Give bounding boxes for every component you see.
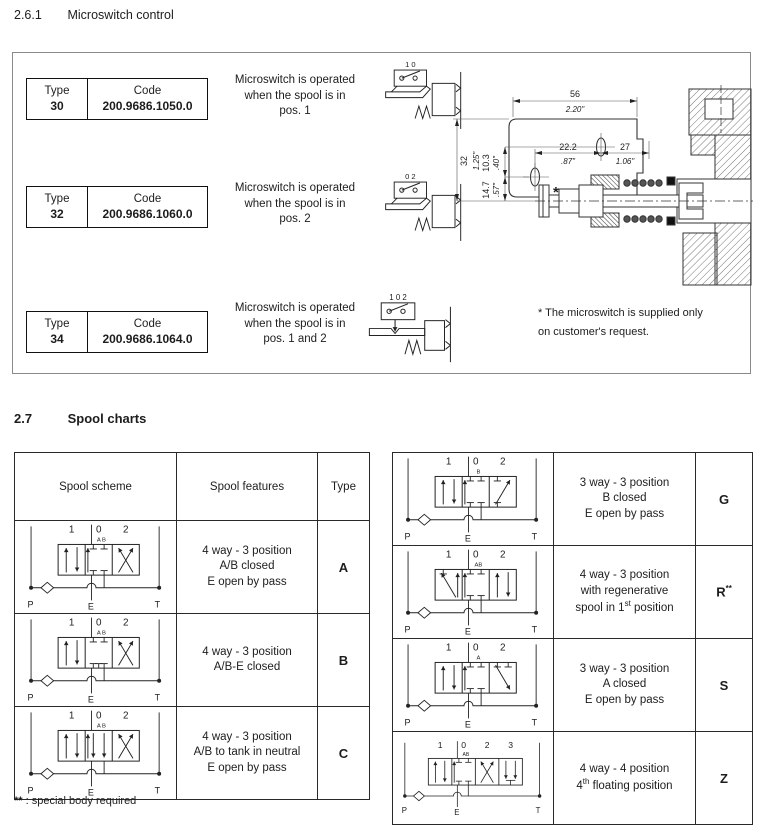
spool-type-Z: Z [696,732,753,825]
type-value: 32 [50,206,64,221]
svg-text:1: 1 [445,642,452,654]
svg-text:A B: A B [96,630,106,637]
svg-text:0 2: 0 2 [405,172,416,182]
svg-text:1: 1 [68,617,74,629]
note-line-1: * The microswitch is supplied only [538,307,703,319]
svg-text:0: 0 [472,456,479,468]
code-label: Code [133,318,162,331]
code-cell [88,312,207,352]
svg-text:T: T [154,599,160,610]
dim-27-mm: 27 [619,142,631,152]
svg-text:T: T [154,785,160,796]
spool-type-G: G [696,453,753,546]
svg-text:2: 2 [500,549,506,561]
dim-222-mm: 22.2 [559,142,577,152]
svg-text:3: 3 [508,740,514,751]
table-row [393,453,753,546]
desc-line: pos. 1 and 2 [263,333,327,346]
spool-type-S: S [696,639,753,732]
spool-type-A: A [318,521,370,614]
table-row [15,521,370,614]
svg-text:E: E [454,807,460,817]
svg-text:A: A [476,655,481,662]
spool-type-C: C [318,707,370,800]
svg-text:B: B [476,469,481,476]
type-label: Type [44,85,70,98]
section-261-number: 2.6.1 [14,8,42,22]
desc-line: Microswitch is operated [234,182,356,194]
dim-27-in: 1.06" [615,157,635,166]
svg-text:0: 0 [95,617,101,629]
svg-text:1: 1 [445,549,452,561]
spool-features-B: 4 way - 3 position A/B-E closed [177,614,318,707]
spool-chart-table-right [392,452,753,825]
svg-text:E: E [464,719,471,730]
svg-text:0: 0 [472,642,479,654]
svg-text:E: E [87,601,94,612]
svg-text:1 0 2: 1 0 2 [389,292,407,302]
svg-text:P: P [26,599,33,610]
code-label: Code [133,193,162,206]
svg-text:2: 2 [122,617,129,629]
spool-type-B: B [318,614,370,707]
microswitch-description-30 [211,73,379,120]
code-value: 200.9686.1064.0 [102,331,193,346]
code-label: Code [133,85,162,98]
svg-text:2: 2 [122,524,129,536]
svg-text:1: 1 [437,740,443,751]
svg-text:0: 0 [472,549,479,561]
code-value: 200.9686.1060.0 [102,206,193,221]
svg-text:T: T [531,531,538,542]
svg-text:P: P [401,806,407,816]
svg-text:E: E [464,626,471,637]
header-type: Type [318,453,370,521]
svg-text:0: 0 [95,524,101,536]
svg-text:AB: AB [462,752,470,759]
svg-text:P: P [26,785,33,796]
type-value: 30 [50,98,64,113]
code-value: 200.9686.1050.0 [102,98,193,113]
spool-features-S: 3 way - 3 position A closed E open by pass [554,639,696,732]
svg-text:1 0: 1 0 [405,60,416,70]
svg-text:P: P [404,717,411,728]
svg-text:AB: AB [474,562,483,569]
section-27-heading [14,411,146,426]
type-label: Type [44,318,70,331]
section-27-number: 2.7 [14,411,33,426]
dim-56-mm: 56 [569,89,581,99]
svg-text:1: 1 [68,710,74,722]
svg-text:0: 0 [461,740,466,751]
svg-text:2: 2 [122,710,129,722]
microswitch-description-32 [211,181,379,228]
spool-scheme-R [397,546,549,638]
svg-text:E: E [87,694,94,705]
table-row [393,546,753,639]
dim-147-mm: 14.7 [481,181,491,199]
svg-text:A B: A B [96,537,106,544]
header-spool-features: Spool features [177,453,318,521]
dim-103-mm: 10.3 [481,154,491,172]
star-marker: * [553,184,559,201]
table-row [15,614,370,707]
spool-scheme-Z [397,732,549,824]
type-code-table-34 [26,311,208,353]
spool-features-Z: 4 way - 4 position 4th floating position [554,732,696,825]
dim-103-in: .40" [492,156,501,170]
spool-scheme-C [20,707,172,799]
table-row [15,707,370,800]
dim-147-in: .57" [492,183,501,197]
type-label: Type [44,193,70,206]
svg-text:A B: A B [96,723,106,730]
dim-56-in: 2.20" [565,105,585,114]
svg-text:2: 2 [500,456,506,468]
svg-text:T: T [531,717,538,728]
svg-text:T: T [154,692,160,703]
desc-line: pos. 2 [279,213,311,226]
section-261-heading [14,8,174,22]
svg-text:P: P [404,531,411,542]
spool-scheme-G [397,453,549,545]
type-code-table-32 [26,186,208,228]
svg-text:2: 2 [500,642,506,654]
svg-text:P: P [404,624,411,635]
dim-32-in: 1.25" [472,151,481,171]
technical-drawing [451,83,756,301]
svg-text:T: T [531,624,538,635]
header-spool-scheme: Spool scheme [15,453,177,521]
spool-chart-table-left [14,452,370,800]
desc-line: when the spool is in [244,89,346,102]
desc-line: when the spool is in [244,317,346,330]
spool-scheme-A [20,521,172,613]
microswitch-panel [12,52,751,374]
table-row [393,732,753,825]
svg-text:1: 1 [445,456,452,468]
svg-text:T: T [535,806,541,816]
spool-features-G: 3 way - 3 position B closed E open by pass [554,453,696,546]
section-27-title: Spool charts [67,411,147,426]
spool-features-R: 4 way - 3 position with regenerative spool in 1st position [554,546,696,639]
desc-line: when the spool is in [244,197,346,210]
type-cell [27,312,88,352]
footnote: ** : special body required [14,795,137,807]
microswitch-note [538,304,703,341]
spool-scheme-S [397,639,549,731]
desc-line: Microswitch is operated [234,74,356,86]
desc-line: pos. 1 [279,105,311,118]
svg-text:P: P [26,692,33,703]
svg-text:0: 0 [95,710,101,722]
spool-type-R: R** [696,546,753,639]
svg-text:1: 1 [68,524,74,536]
code-cell [88,79,207,119]
section-261-title: Microswitch control [67,8,174,22]
type-code-table-30 [26,78,208,120]
table-row [393,639,753,732]
dim-32-mm: 32 [459,155,469,167]
spool-scheme-B [20,614,172,706]
note-line-2: on customer's request. [538,325,649,338]
microswitch-symbol-34 [341,291,461,376]
spool-features-A: 4 way - 3 position A/B closed E open by pass [177,521,318,614]
type-cell [27,187,88,227]
spool-features-C: 4 way - 3 position A/B to tank in neutral E open by pass [177,707,318,800]
dim-222-in: .87" [561,157,575,166]
svg-text:E: E [87,787,94,798]
type-cell [27,79,88,119]
type-value: 34 [50,331,64,346]
code-cell [88,187,207,227]
desc-line: Microswitch is operated [234,302,356,314]
svg-text:2: 2 [484,740,490,751]
svg-text:E: E [464,533,471,544]
